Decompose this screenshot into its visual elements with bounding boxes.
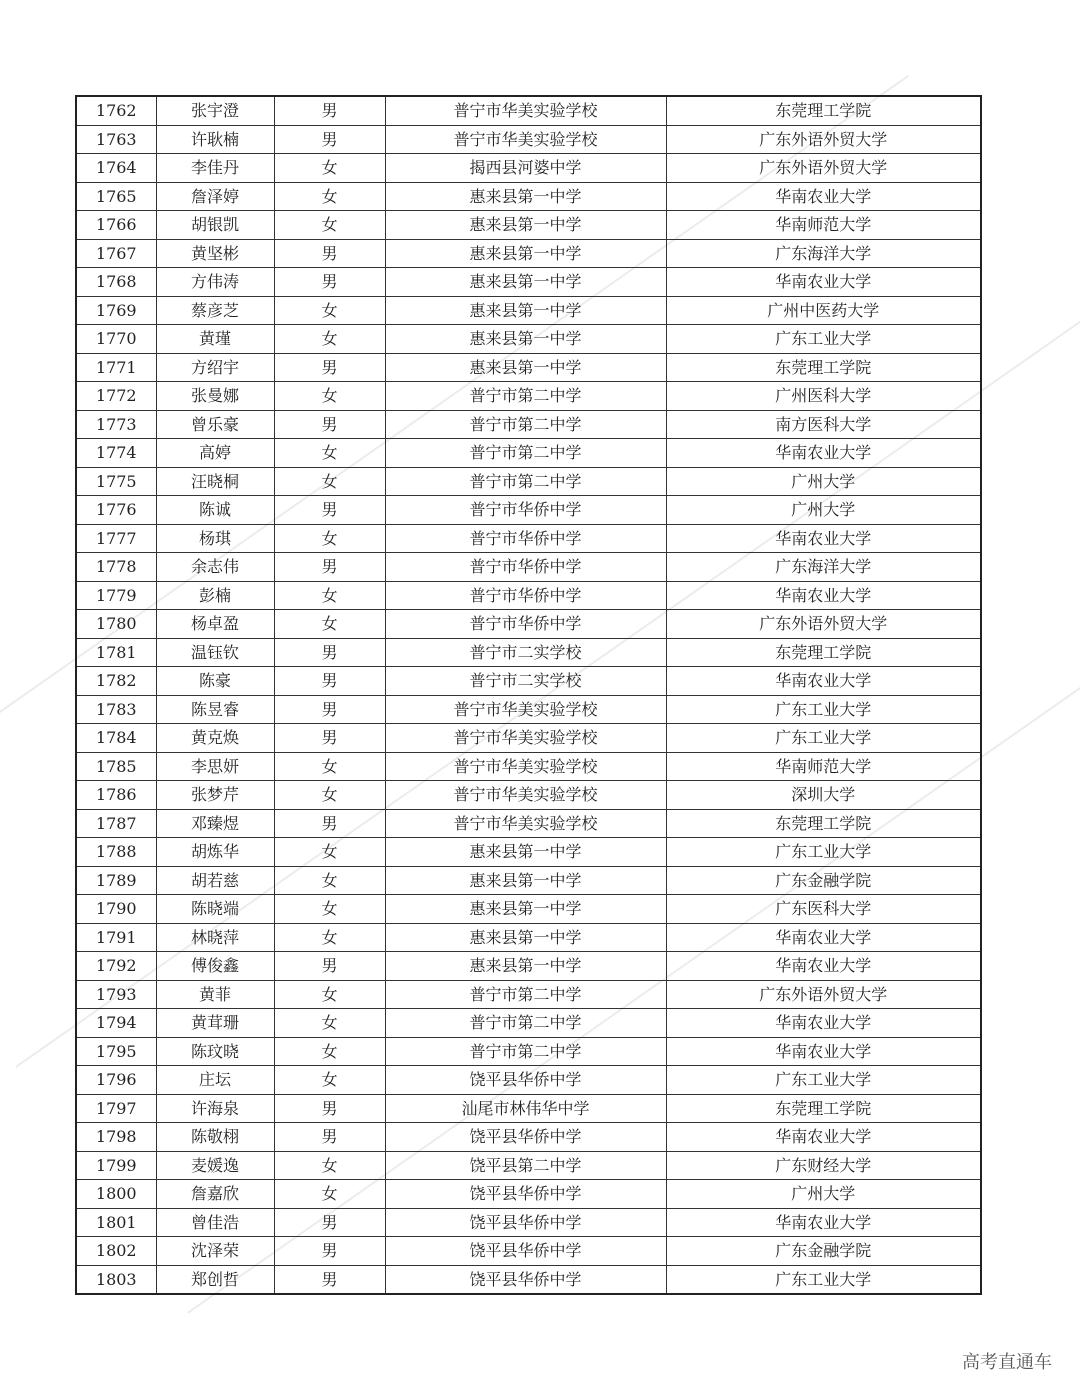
gender-cell: 男 [274, 125, 385, 154]
table-row [76, 353, 981, 382]
student-name-cell: 黄茸珊 [156, 1009, 274, 1038]
university-cell: 华南农业大学 [666, 581, 981, 610]
table-row [76, 154, 981, 183]
high-school-cell: 普宁市华美实验学校 [385, 125, 666, 154]
gender-cell: 男 [274, 952, 385, 981]
high-school-cell: 普宁市华美实验学校 [385, 752, 666, 781]
student-name-cell: 陈诚 [156, 496, 274, 525]
university-cell: 华南农业大学 [666, 524, 981, 553]
table-row [76, 1094, 981, 1123]
row-number-cell: 1792 [76, 952, 156, 981]
university-cell: 华南农业大学 [666, 268, 981, 297]
row-number-cell: 1800 [76, 1180, 156, 1209]
table-row [76, 524, 981, 553]
university-cell: 华南师范大学 [666, 752, 981, 781]
gender-cell: 女 [274, 980, 385, 1009]
row-number-cell: 1769 [76, 296, 156, 325]
student-name-cell: 李佳丹 [156, 154, 274, 183]
student-name-cell: 胡银凯 [156, 211, 274, 240]
row-number-cell: 1785 [76, 752, 156, 781]
high-school-cell: 普宁市第二中学 [385, 410, 666, 439]
table-row [76, 667, 981, 696]
student-name-cell: 彭楠 [156, 581, 274, 610]
table-row [76, 752, 981, 781]
table-row [76, 496, 981, 525]
university-cell: 广州大学 [666, 1180, 981, 1209]
gender-cell: 女 [274, 838, 385, 867]
gender-cell: 男 [274, 1123, 385, 1152]
table-row [76, 1037, 981, 1066]
table-row [76, 439, 981, 468]
gender-cell: 女 [274, 781, 385, 810]
table-row [76, 1208, 981, 1237]
student-name-cell: 胡炼华 [156, 838, 274, 867]
gender-cell: 男 [274, 638, 385, 667]
gender-cell: 女 [274, 581, 385, 610]
student-name-cell: 汪晓桐 [156, 467, 274, 496]
table-row [76, 1009, 981, 1038]
university-cell: 东莞理工学院 [666, 96, 981, 125]
student-name-cell: 傅俊鑫 [156, 952, 274, 981]
high-school-cell: 普宁市华美实验学校 [385, 96, 666, 125]
university-cell: 广东海洋大学 [666, 239, 981, 268]
row-number-cell: 1796 [76, 1066, 156, 1095]
row-number-cell: 1784 [76, 724, 156, 753]
student-name-cell: 张曼娜 [156, 382, 274, 411]
high-school-cell: 惠来县第一中学 [385, 838, 666, 867]
row-number-cell: 1797 [76, 1094, 156, 1123]
table-row [76, 838, 981, 867]
university-cell: 华南师范大学 [666, 211, 981, 240]
university-cell: 华南农业大学 [666, 182, 981, 211]
student-name-cell: 曾乐豪 [156, 410, 274, 439]
high-school-cell: 普宁市华侨中学 [385, 610, 666, 639]
gender-cell: 女 [274, 524, 385, 553]
gender-cell: 女 [274, 923, 385, 952]
high-school-cell: 惠来县第一中学 [385, 325, 666, 354]
table-row [76, 581, 981, 610]
university-cell: 广东金融学院 [666, 1237, 981, 1266]
gender-cell: 男 [274, 1265, 385, 1294]
row-number-cell: 1786 [76, 781, 156, 810]
university-cell: 广东工业大学 [666, 1265, 981, 1294]
high-school-cell: 惠来县第一中学 [385, 866, 666, 895]
high-school-cell: 汕尾市林伟华中学 [385, 1094, 666, 1123]
row-number-cell: 1763 [76, 125, 156, 154]
table-body [76, 96, 981, 1294]
university-cell: 广东财经大学 [666, 1151, 981, 1180]
row-number-cell: 1775 [76, 467, 156, 496]
high-school-cell: 普宁市第二中学 [385, 382, 666, 411]
table-row [76, 296, 981, 325]
student-name-cell: 方绍宇 [156, 353, 274, 382]
row-number-cell: 1801 [76, 1208, 156, 1237]
gender-cell: 女 [274, 895, 385, 924]
row-number-cell: 1789 [76, 866, 156, 895]
university-cell: 广州大学 [666, 467, 981, 496]
student-name-cell: 余志伟 [156, 553, 274, 582]
high-school-cell: 普宁市华美实验学校 [385, 695, 666, 724]
high-school-cell: 惠来县第一中学 [385, 952, 666, 981]
high-school-cell: 惠来县第一中学 [385, 296, 666, 325]
table-row [76, 182, 981, 211]
university-cell: 广东金融学院 [666, 866, 981, 895]
row-number-cell: 1803 [76, 1265, 156, 1294]
table-row [76, 1180, 981, 1209]
table-row [76, 1265, 981, 1294]
university-cell: 华南农业大学 [666, 1208, 981, 1237]
university-cell: 深圳大学 [666, 781, 981, 810]
table-row [76, 610, 981, 639]
gender-cell: 女 [274, 1037, 385, 1066]
gender-cell: 男 [274, 410, 385, 439]
university-cell: 东莞理工学院 [666, 638, 981, 667]
high-school-cell: 惠来县第一中学 [385, 268, 666, 297]
high-school-cell: 饶平县华侨中学 [385, 1265, 666, 1294]
gender-cell: 男 [274, 553, 385, 582]
university-cell: 广州大学 [666, 496, 981, 525]
gender-cell: 女 [274, 325, 385, 354]
row-number-cell: 1788 [76, 838, 156, 867]
gender-cell: 男 [274, 1237, 385, 1266]
row-number-cell: 1791 [76, 923, 156, 952]
table-row [76, 781, 981, 810]
student-name-cell: 黄坚彬 [156, 239, 274, 268]
gender-cell: 女 [274, 439, 385, 468]
table-row [76, 1237, 981, 1266]
row-number-cell: 1772 [76, 382, 156, 411]
gender-cell: 女 [274, 752, 385, 781]
high-school-cell: 普宁市第二中学 [385, 980, 666, 1009]
university-cell: 东莞理工学院 [666, 809, 981, 838]
gender-cell: 男 [274, 809, 385, 838]
gender-cell: 男 [274, 667, 385, 696]
university-cell: 广东工业大学 [666, 325, 981, 354]
student-name-cell: 许海泉 [156, 1094, 274, 1123]
student-name-cell: 曾佳浩 [156, 1208, 274, 1237]
table-row [76, 96, 981, 125]
high-school-cell: 饶平县华侨中学 [385, 1208, 666, 1237]
row-number-cell: 1765 [76, 182, 156, 211]
university-cell: 广东工业大学 [666, 724, 981, 753]
row-number-cell: 1762 [76, 96, 156, 125]
gender-cell: 女 [274, 1066, 385, 1095]
gender-cell: 男 [274, 695, 385, 724]
row-number-cell: 1779 [76, 581, 156, 610]
table-row [76, 325, 981, 354]
high-school-cell: 饶平县华侨中学 [385, 1066, 666, 1095]
brand-label: 高考直通车 [962, 1352, 1052, 1373]
row-number-cell: 1773 [76, 410, 156, 439]
high-school-cell: 饶平县华侨中学 [385, 1237, 666, 1266]
student-name-cell: 胡若慈 [156, 866, 274, 895]
university-cell: 广州医科大学 [666, 382, 981, 411]
row-number-cell: 1798 [76, 1123, 156, 1152]
table-row [76, 382, 981, 411]
student-name-cell: 黄瑾 [156, 325, 274, 354]
high-school-cell: 惠来县第一中学 [385, 353, 666, 382]
row-number-cell: 1783 [76, 695, 156, 724]
row-number-cell: 1790 [76, 895, 156, 924]
row-number-cell: 1767 [76, 239, 156, 268]
table-row [76, 410, 981, 439]
student-name-cell: 麦媛逸 [156, 1151, 274, 1180]
table-row [76, 809, 981, 838]
student-name-cell: 杨卓盈 [156, 610, 274, 639]
university-cell: 广东海洋大学 [666, 553, 981, 582]
row-number-cell: 1766 [76, 211, 156, 240]
gender-cell: 女 [274, 1009, 385, 1038]
gender-cell: 女 [274, 382, 385, 411]
table-row [76, 268, 981, 297]
student-name-cell: 詹泽婷 [156, 182, 274, 211]
university-cell: 华南农业大学 [666, 439, 981, 468]
student-name-cell: 詹嘉欣 [156, 1180, 274, 1209]
row-number-cell: 1781 [76, 638, 156, 667]
high-school-cell: 饶平县华侨中学 [385, 1180, 666, 1209]
student-name-cell: 陈豪 [156, 667, 274, 696]
student-name-cell: 蔡彦芝 [156, 296, 274, 325]
high-school-cell: 普宁市华美实验学校 [385, 724, 666, 753]
table-row [76, 638, 981, 667]
high-school-cell: 普宁市第二中学 [385, 1037, 666, 1066]
university-cell: 广东外语外贸大学 [666, 125, 981, 154]
high-school-cell: 惠来县第一中学 [385, 895, 666, 924]
table-row [76, 125, 981, 154]
row-number-cell: 1787 [76, 809, 156, 838]
high-school-cell: 普宁市第二中学 [385, 467, 666, 496]
row-number-cell: 1780 [76, 610, 156, 639]
table-row [76, 952, 981, 981]
student-name-cell: 张宇澄 [156, 96, 274, 125]
gender-cell: 女 [274, 1151, 385, 1180]
university-cell: 南方医科大学 [666, 410, 981, 439]
high-school-cell: 普宁市华美实验学校 [385, 781, 666, 810]
student-name-cell: 陈晓端 [156, 895, 274, 924]
student-name-cell: 沈泽荣 [156, 1237, 274, 1266]
university-cell: 东莞理工学院 [666, 1094, 981, 1123]
table-row [76, 695, 981, 724]
row-number-cell: 1774 [76, 439, 156, 468]
university-cell: 广东医科大学 [666, 895, 981, 924]
high-school-cell: 普宁市二实学校 [385, 638, 666, 667]
high-school-cell: 揭西县河婆中学 [385, 154, 666, 183]
table-row [76, 980, 981, 1009]
student-name-cell: 许耿楠 [156, 125, 274, 154]
row-number-cell: 1799 [76, 1151, 156, 1180]
gender-cell: 女 [274, 1180, 385, 1209]
gender-cell: 女 [274, 610, 385, 639]
row-number-cell: 1778 [76, 553, 156, 582]
gender-cell: 男 [274, 724, 385, 753]
gender-cell: 男 [274, 353, 385, 382]
high-school-cell: 普宁市华侨中学 [385, 496, 666, 525]
high-school-cell: 惠来县第一中学 [385, 182, 666, 211]
student-name-cell: 邓臻煜 [156, 809, 274, 838]
table-row [76, 211, 981, 240]
student-name-cell: 陈玟晓 [156, 1037, 274, 1066]
row-number-cell: 1793 [76, 980, 156, 1009]
gender-cell: 女 [274, 154, 385, 183]
student-name-cell: 庄坛 [156, 1066, 274, 1095]
student-name-cell: 李思妍 [156, 752, 274, 781]
gender-cell: 女 [274, 467, 385, 496]
high-school-cell: 惠来县第一中学 [385, 239, 666, 268]
university-cell: 华南农业大学 [666, 1037, 981, 1066]
gender-cell: 男 [274, 1208, 385, 1237]
student-name-cell: 黄菲 [156, 980, 274, 1009]
university-cell: 华南农业大学 [666, 667, 981, 696]
university-cell: 华南农业大学 [666, 952, 981, 981]
admission-table [75, 95, 982, 1295]
university-cell: 广东外语外贸大学 [666, 980, 981, 1009]
university-cell: 广东工业大学 [666, 1066, 981, 1095]
high-school-cell: 普宁市华侨中学 [385, 581, 666, 610]
gender-cell: 女 [274, 211, 385, 240]
high-school-cell: 普宁市二实学校 [385, 667, 666, 696]
table-row [76, 1151, 981, 1180]
table-row [76, 866, 981, 895]
student-name-cell: 陈敬栩 [156, 1123, 274, 1152]
table-row [76, 1066, 981, 1095]
student-name-cell: 方伟涛 [156, 268, 274, 297]
high-school-cell: 普宁市第二中学 [385, 1009, 666, 1038]
university-cell: 广东外语外贸大学 [666, 154, 981, 183]
gender-cell: 男 [274, 96, 385, 125]
table-row [76, 895, 981, 924]
student-name-cell: 杨琪 [156, 524, 274, 553]
student-name-cell: 林晓萍 [156, 923, 274, 952]
row-number-cell: 1795 [76, 1037, 156, 1066]
student-name-cell: 温钰钦 [156, 638, 274, 667]
table-row [76, 553, 981, 582]
gender-cell: 男 [274, 239, 385, 268]
university-cell: 广东工业大学 [666, 838, 981, 867]
table-row [76, 467, 981, 496]
gender-cell: 女 [274, 182, 385, 211]
student-name-cell: 陈昱睿 [156, 695, 274, 724]
table-row [76, 923, 981, 952]
high-school-cell: 普宁市华侨中学 [385, 553, 666, 582]
table-row [76, 1123, 981, 1152]
gender-cell: 男 [274, 1094, 385, 1123]
table-row [76, 724, 981, 753]
university-cell: 华南农业大学 [666, 1009, 981, 1038]
university-cell: 广东工业大学 [666, 695, 981, 724]
row-number-cell: 1770 [76, 325, 156, 354]
gender-cell: 女 [274, 866, 385, 895]
high-school-cell: 饶平县第二中学 [385, 1151, 666, 1180]
row-number-cell: 1802 [76, 1237, 156, 1266]
student-name-cell: 黄克焕 [156, 724, 274, 753]
student-name-cell: 高婷 [156, 439, 274, 468]
gender-cell: 女 [274, 296, 385, 325]
student-name-cell: 张梦芹 [156, 781, 274, 810]
table-row [76, 239, 981, 268]
high-school-cell: 普宁市华美实验学校 [385, 809, 666, 838]
high-school-cell: 普宁市华侨中学 [385, 524, 666, 553]
row-number-cell: 1776 [76, 496, 156, 525]
gender-cell: 男 [274, 268, 385, 297]
row-number-cell: 1777 [76, 524, 156, 553]
row-number-cell: 1782 [76, 667, 156, 696]
university-cell: 华南农业大学 [666, 1123, 981, 1152]
row-number-cell: 1764 [76, 154, 156, 183]
high-school-cell: 普宁市第二中学 [385, 439, 666, 468]
row-number-cell: 1794 [76, 1009, 156, 1038]
student-name-cell: 郑创哲 [156, 1265, 274, 1294]
row-number-cell: 1768 [76, 268, 156, 297]
university-cell: 广州中医药大学 [666, 296, 981, 325]
university-cell: 东莞理工学院 [666, 353, 981, 382]
gender-cell: 男 [274, 496, 385, 525]
high-school-cell: 惠来县第一中学 [385, 211, 666, 240]
university-cell: 广东外语外贸大学 [666, 610, 981, 639]
high-school-cell: 惠来县第一中学 [385, 923, 666, 952]
university-cell: 华南农业大学 [666, 923, 981, 952]
high-school-cell: 饶平县华侨中学 [385, 1123, 666, 1152]
row-number-cell: 1771 [76, 353, 156, 382]
